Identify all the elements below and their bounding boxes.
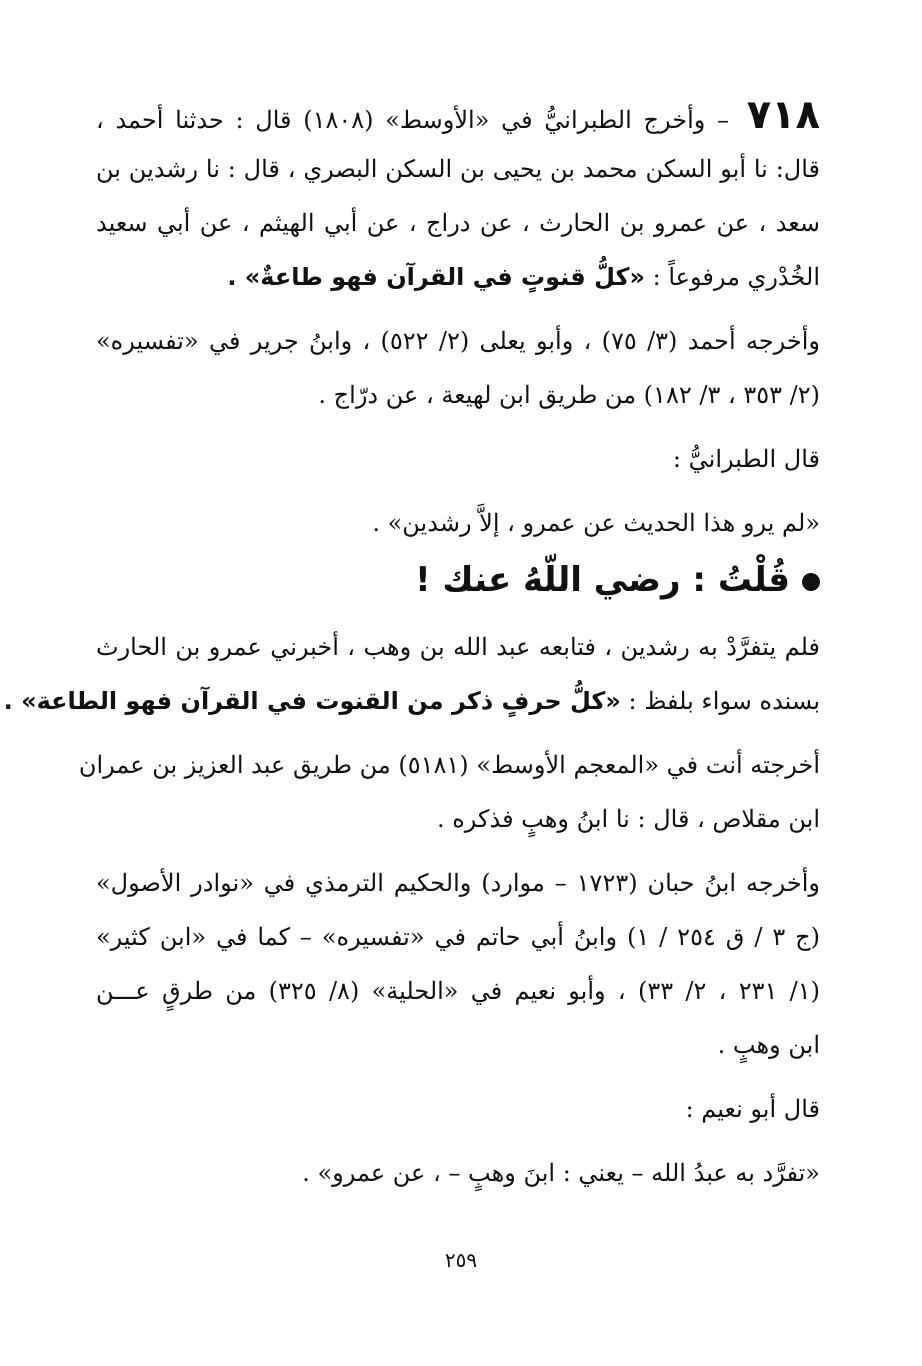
abu-nuaym-quote: «تفرَّد به عبدُ الله – يعني : ابنَ وهبٍ – ، عن عمرو» .: [302, 1159, 820, 1187]
takhrij3-line-3: (١/ ٢٣١ ، ٢/ ٣٣) ، وأبو نعيم في «الحلية» (٨/ ٣٢٥) من طرقٍ عـــن: [96, 977, 820, 1005]
heading-text: قُلْتُ : رضي اللّهُ عنك !: [415, 560, 790, 600]
entry-line-4: [96, 250, 820, 304]
entry-text-4: الخُدْري مرفوعاً :: [652, 263, 820, 291]
section-heading: [96, 550, 820, 610]
page-number: ٢٥٩: [444, 1248, 478, 1272]
takhrij1-line-1: وأخرجه أحمد (٣/ ٧٥) ، وأبو يعلى (٢/ ٥٢٢) ، وابنُ جرير في «تفسيره»: [96, 327, 821, 355]
abu-nuaym-said: قال أبو نعيم :: [685, 1095, 820, 1123]
takhrij3-line-1: وأخرجه ابنُ حبان (١٧٢٣ – موارد) والحكيم الترمذي في «نوادر الأصول»: [96, 869, 821, 897]
entry-line-1: [96, 88, 820, 142]
takhrij1-line-2: (٢/ ٣٥٣ ، ٣/ ١٨٢) من طريق ابن لهيعة ، عن درّاج .: [318, 381, 820, 409]
bullet-icon: [802, 573, 820, 591]
reply-hadith: «كلُّ حرفٍ ذكر من القنوت في القرآن فهو الطاعة» .: [3, 687, 621, 715]
takhrij2-line-2: ابن مقلاص ، قال : نا ابنُ وهبٍ فذكره .: [436, 805, 820, 833]
page-body: [3, 88, 821, 1200]
entry-number: ٧١٨: [746, 92, 820, 138]
takhrij3-line-2: (ج ٣ / ق ٢٥٤ / ١) وابنُ أبي حاتم في «تفسيره» – كما في «ابن كثير»: [96, 923, 820, 951]
entry-line-3: سعد ، عن عمرو بن الحارث ، عن دراج ، عن أبي الهيثم ، عن أبي سعيد: [96, 209, 820, 237]
tabarani-quote: «لم يرو هذا الحديث عن عمرو ، إلاَّ رشدين» .: [372, 509, 820, 537]
entry-line-2: قال: نا أبو السكن محمد بن يحيى بن السكن البصري ، قال : نا رشدين بن: [96, 155, 821, 183]
reply-line-1: فلم يتفرَّدْ به رشدين ، فتابعه عبد الله بن وهب ، أخبرني عمرو بن الحارث: [96, 633, 820, 661]
entry-text-1: – وأخرج الطبرانيُّ في «الأوسط» (١٨٠٨) قال : حدثنا أحمد ،: [96, 106, 730, 134]
reply-text-2: بسنده سواء بلفظ :: [628, 687, 820, 715]
tabarani-said: قال الطبرانيُّ :: [672, 445, 820, 473]
takhrij3-line-4: ابن وهبٍ .: [717, 1031, 820, 1059]
entry-hadith: «كلُّ قنوتٍ في القرآن فهو طاعةٌ» .: [227, 263, 645, 291]
takhrij2-line-1: أخرجته أنت في «المعجم الأوسط» (٥١٨١) من طريق عبد العزيز بن عمران: [78, 751, 820, 779]
reply-line-2: [3, 674, 820, 728]
